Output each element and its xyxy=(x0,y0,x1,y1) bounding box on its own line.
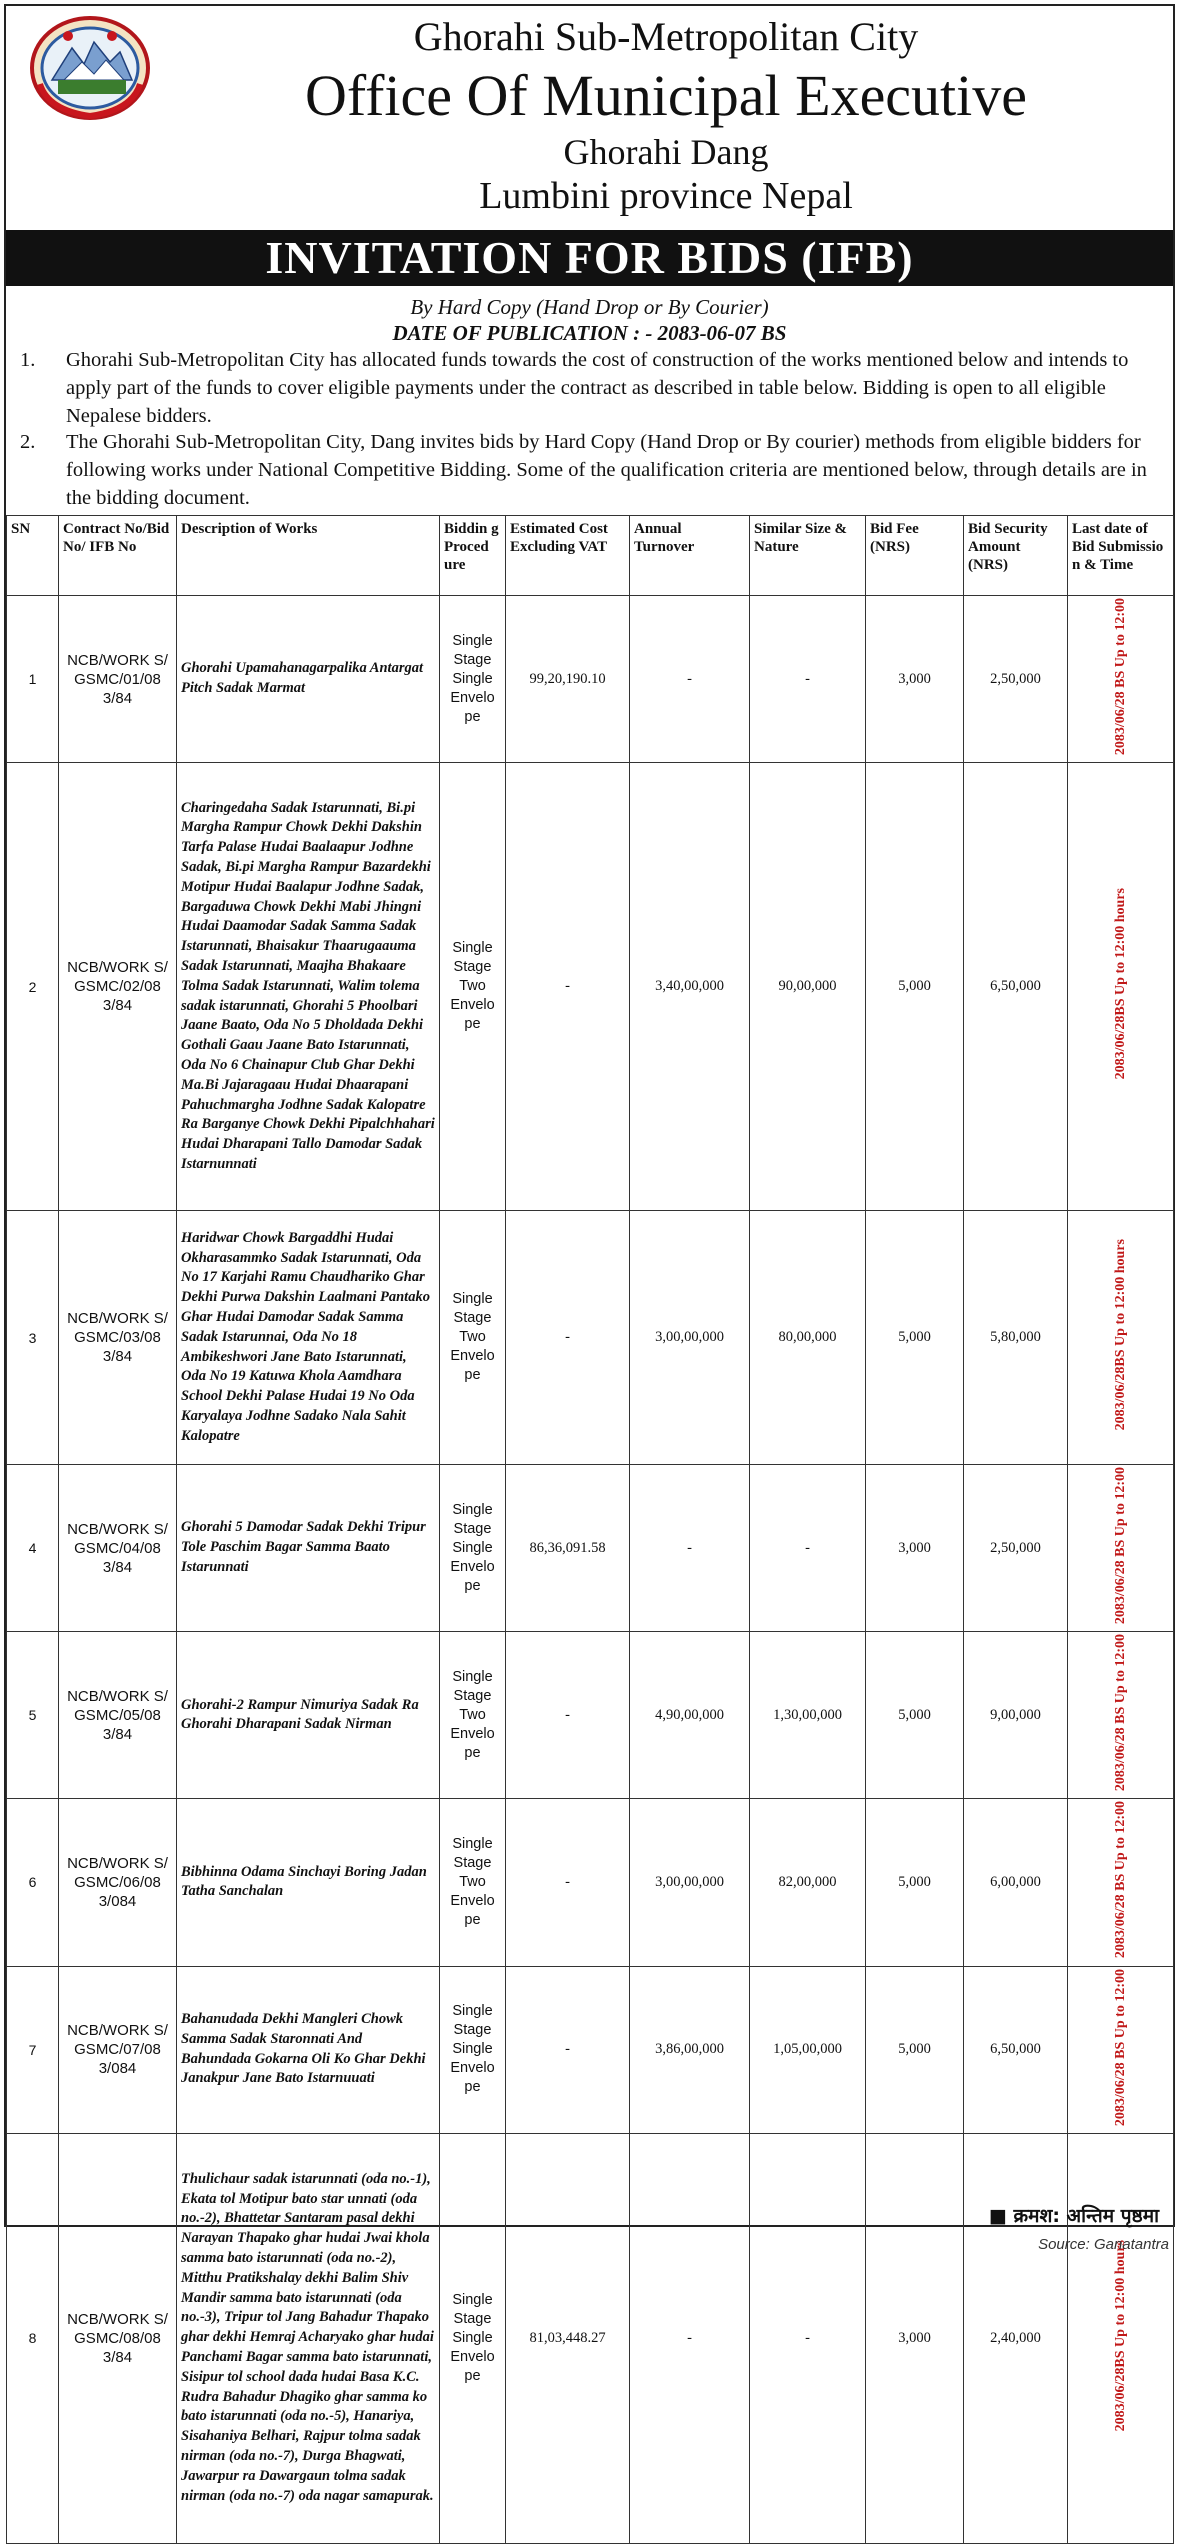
row-procedure: Single Stage Single Envelo pe xyxy=(440,2133,506,2543)
row-procedure: Single Stage Two Envelo pe xyxy=(440,1632,506,1799)
row-annual-turnover: 3,40,00,000 xyxy=(630,763,750,1211)
row-last-date-cell xyxy=(1068,1632,1174,1799)
row-sn: 6 xyxy=(7,1799,59,1966)
paragraph-2 xyxy=(20,428,1166,512)
row-bid-security: 2,50,000 xyxy=(964,596,1068,763)
paragraph-text: The Ghorahi Sub-Metropolitan City, Dang invites bids by Hard Copy (Hand Drop or By courier) methods from eligible bidders for following works under National Competitive Bidding. Some of the qualification criteria are mentioned below, through details are in the bidding document. xyxy=(66,431,1147,509)
row-last-date-cell xyxy=(1068,763,1174,1211)
row-procedure: Single Stage Two Envelo pe xyxy=(440,763,506,1211)
row-bid-security: 6,00,000 xyxy=(964,1799,1068,1966)
table-row xyxy=(7,1799,1174,1966)
row-last-date: 2083/06/28BS Up to 12:00 hours xyxy=(1112,888,1128,1080)
row-last-date-cell xyxy=(1068,1966,1174,2133)
row-annual-turnover: - xyxy=(630,596,750,763)
row-last-date: 2083/06/28BS Up to 12:00 hours xyxy=(1112,2239,1128,2432)
header-contract: Contract No/Bid No/ IFB No xyxy=(59,516,177,596)
row-contract-no: NCB/WORK S/ GSMC/01/08 3/84 xyxy=(59,596,177,763)
header-description: Description of Works xyxy=(177,516,440,596)
row-procedure: Single Stage Two Envelo pe xyxy=(440,1211,506,1465)
row-bid-security: 5,80,000 xyxy=(964,1211,1068,1465)
row-similar-size: - xyxy=(750,2133,866,2543)
row-contract-no: NCB/WORK S/ GSMC/02/08 3/84 xyxy=(59,763,177,1211)
row-contract-no: NCB/WORK S/ GSMC/08/08 3/84 xyxy=(59,2133,177,2543)
header-lastdate: Last date of Bid Submissio n & Time xyxy=(1068,516,1174,596)
submission-mode: By Hard Copy (Hand Drop or By Courier) xyxy=(410,295,769,319)
row-bid-fee: 3,000 xyxy=(866,2133,964,2543)
table-header-row xyxy=(7,516,1174,596)
row-contract-no: NCB/WORK S/ GSMC/05/08 3/84 xyxy=(59,1632,177,1799)
row-similar-size: 80,00,000 xyxy=(750,1211,866,1465)
row-annual-turnover: 4,90,00,000 xyxy=(630,1632,750,1799)
row-bid-fee: 5,000 xyxy=(866,1632,964,1799)
row-annual-turnover: - xyxy=(630,1465,750,1632)
paragraph-1 xyxy=(20,346,1166,430)
row-last-date-cell xyxy=(1068,596,1174,763)
row-similar-size: 82,00,000 xyxy=(750,1799,866,1966)
nepal-emblem-icon xyxy=(28,14,152,122)
row-last-date-cell xyxy=(1068,1465,1174,1632)
row-description: Charingedaha Sadak Istarunnati, Bi.pi Margha Rampur Chowk Dekhi Dakshin Tarfa Palase Hudai Baalaapur Jodhne Sadak, Bi.pi Margha Rampur Bazardekhi Motipur Hudai Baalapur Jodhne Sadak, Bargaduwa Chowk Dekhi Mabi Jhingni Hudai Daamodar Sadak Samma Sadak Istarunnati, Bhaisakur Thaarugaauma Sadak Istarunnati, Maajha Bhakaare Tolma Sadak Istarunnati, Walim tolema sadak istarunnati, Ghorahi 5 Phoolbari Jaane Baato, Oda No 5 Dholdada Dekhi Gothali Gaau Jaane Bato Istarunnati, Oda No 6 Chainapur Club Ghar Dekhi Ma.Bi Jajaragaau Hudai Dhaarapani Pahuchmargha Jodhne Sadak Kalopatre Ra Barganye Chowk Dekhi Pipalchhahari Hudai Dharapani Tallo Damodar Sadak Istarnunnati xyxy=(177,763,440,1211)
table-row xyxy=(7,1211,1174,1465)
source-credit: Source: Ganatantra xyxy=(1038,2236,1169,2253)
row-procedure: Single Stage Single Envelo pe xyxy=(440,596,506,763)
bids-table xyxy=(6,515,1174,2544)
notice-header xyxy=(6,6,1173,228)
paragraph-number: 2. xyxy=(20,431,36,453)
row-bid-fee: 3,000 xyxy=(866,596,964,763)
row-bid-security: 9,00,000 xyxy=(964,1632,1068,1799)
row-bid-security: 6,50,000 xyxy=(964,1966,1068,2133)
row-bid-security: 2,40,000 xyxy=(964,2133,1068,2543)
row-bid-fee: 5,000 xyxy=(866,1799,964,1966)
header-cost: Estimated Cost Excluding VAT xyxy=(506,516,630,596)
continued-note: ■ क्रमश: अन्तिम पृष्ठमा xyxy=(988,2205,1159,2227)
row-last-date: 2083/06/28 BS Up to 12:00 xyxy=(1112,1634,1128,1792)
city-name: Ghorahi Sub-Metropolitan City xyxy=(413,14,919,59)
header-fee: Bid Fee (NRS) xyxy=(866,516,964,596)
row-sn: 1 xyxy=(7,596,59,763)
row-bid-fee: 3,000 xyxy=(866,1465,964,1632)
table-row xyxy=(7,1632,1174,1799)
row-description: Ghorahi 5 Damodar Sadak Dekhi Tripur Tole Paschim Bagar Samma Baato Istarunnati xyxy=(177,1465,440,1632)
row-description: Haridwar Chowk Bargaddhi Hudai Okharasammko Sadak Istarunnati, Oda No 17 Karjahi Ramu Chaudhariko Ghar Dekhi Purwa Dakshin Laalmani Pantako Ghar Hudai Damodar Sadak Samma Sadak Istarunnai, Oda No 18 Ambikeshwori Jane Bato Istarunnati, Oda No 19 Katuwa Khola Aamdhara School Dekhi Palase Hudai 19 No Oda Karyalaya Jodhne Sadako Nala Sahit Kalopatre xyxy=(177,1211,440,1465)
row-last-date-cell xyxy=(1068,1211,1174,1465)
row-sn: 5 xyxy=(7,1632,59,1799)
row-annual-turnover: 3,86,00,000 xyxy=(630,1966,750,2133)
row-estimated-cost: - xyxy=(506,763,630,1211)
row-bid-fee: 5,000 xyxy=(866,763,964,1211)
row-annual-turnover: 3,00,00,000 xyxy=(630,1799,750,1966)
row-last-date: 2083/06/28 BS Up to 12:00 xyxy=(1112,1801,1128,1959)
row-sn: 8 xyxy=(7,2133,59,2543)
row-estimated-cost: - xyxy=(506,1966,630,2133)
header-procedure: Biddin g Proced ure xyxy=(440,516,506,596)
table-row xyxy=(7,763,1174,1211)
row-bid-fee: 5,000 xyxy=(866,1966,964,2133)
row-similar-size: 1,30,00,000 xyxy=(750,1632,866,1799)
location: Ghorahi Dang xyxy=(563,132,769,172)
row-sn: 4 xyxy=(7,1465,59,1632)
row-estimated-cost: - xyxy=(506,1632,630,1799)
row-similar-size: 1,05,00,000 xyxy=(750,1966,866,2133)
row-bid-security: 6,50,000 xyxy=(964,763,1068,1211)
publication-date: DATE OF PUBLICATION : - 2083-06-07 BS xyxy=(392,321,787,345)
row-bid-fee: 5,000 xyxy=(866,1211,964,1465)
row-annual-turnover: 3,00,00,000 xyxy=(630,1211,750,1465)
row-estimated-cost: 99,20,190.10 xyxy=(506,596,630,763)
row-estimated-cost: 86,36,091.58 xyxy=(506,1465,630,1632)
row-procedure: Single Stage Single Envelo pe xyxy=(440,1465,506,1632)
row-contract-no: NCB/WORK S/ GSMC/03/08 3/84 xyxy=(59,1211,177,1465)
office-name: Office Of Municipal Executive xyxy=(304,63,1028,128)
row-annual-turnover: - xyxy=(630,2133,750,2543)
row-procedure: Single Stage Two Envelo pe xyxy=(440,1799,506,1966)
row-sn: 7 xyxy=(7,1966,59,2133)
row-estimated-cost: 81,03,448.27 xyxy=(506,2133,630,2543)
row-estimated-cost: - xyxy=(506,1799,630,1966)
paragraph-text: Ghorahi Sub-Metropolitan City has allocated funds towards the cost of construction of the works mentioned below and intends to apply part of the funds to cover eligible payments under the contract as described in table below. Bidding is open to all eligible Nepalese bidders. xyxy=(66,349,1129,427)
table-row xyxy=(7,2133,1174,2543)
header-turnover: Annual Turnover xyxy=(630,516,750,596)
row-procedure: Single Stage Single Envelo pe xyxy=(440,1966,506,2133)
row-bid-security: 2,50,000 xyxy=(964,1465,1068,1632)
row-last-date: 2083/06/28 BS Up to 12:00 xyxy=(1112,598,1128,756)
row-sn: 2 xyxy=(7,763,59,1211)
header-security: Bid Security Amount (NRS) xyxy=(964,516,1068,596)
row-similar-size: - xyxy=(750,1465,866,1632)
row-contract-no: NCB/WORK S/ GSMC/06/08 3/084 xyxy=(59,1799,177,1966)
header-sn: SN xyxy=(7,516,59,596)
row-description: Ghorahi-2 Rampur Nimuriya Sadak Ra Ghorahi Dharapani Sadak Nirman xyxy=(177,1632,440,1799)
row-contract-no: NCB/WORK S/ GSMC/07/08 3/084 xyxy=(59,1966,177,2133)
row-description: Bahanudada Dekhi Mangleri Chowk Samma Sadak Staronnati And Bahundada Gokarna Oli Ko Ghar Dekhi Janakpur Jane Bato Istarnuuati xyxy=(177,1966,440,2133)
row-estimated-cost: - xyxy=(506,1211,630,1465)
table-row xyxy=(7,596,1174,763)
row-description: Thulichaur sadak istarunnati (oda no.-1), Ekata tol Motipur bato star unnati (oda no.-2), Bhattetar Santaram pasal dekhi Narayan Thapako ghar hudai Jwai khola samma bato istarunnati (oda no.-2), Mitthu Pratikshalay dekhi Balim Shiv Mandir samma bato istarunnati (oda no.-3), Tripur tol Jang Bahadur Thapako ghar dekhi Hemraj Acharyako ghar hudai Panchami Bagar samma bato istarunnati, Sisipur tol school dada hudai Basa K.C. Rudra Bahadur Dhagiko ghar samma ko bato istarunnati (oda no.-5), Hanariya, Sisahaniya Belhari, Rajpur tolma sadak nirman (oda no.-7), Durga Bhagwati, Jawarpur ra Dawargaun tolma sadak nirman (oda no.-7) oda nagar samapurak. xyxy=(177,2133,440,2543)
row-last-date: 2083/06/28 BS Up to 12:00 xyxy=(1112,1968,1128,2126)
province: Lumbini province Nepal xyxy=(479,175,853,217)
table-row xyxy=(7,1966,1174,2133)
row-description: Bibhinna Odama Sinchayi Boring Jadan Tatha Sanchalan xyxy=(177,1799,440,1966)
header-similar: Similar Size & Nature xyxy=(750,516,866,596)
row-last-date-cell xyxy=(1068,2133,1174,2543)
row-sn: 3 xyxy=(7,1211,59,1465)
row-last-date: 2083/06/28BS Up to 12:00 hours xyxy=(1112,1239,1128,1431)
row-last-date-cell xyxy=(1068,1799,1174,1966)
row-similar-size: 90,00,000 xyxy=(750,763,866,1211)
row-similar-size: - xyxy=(750,596,866,763)
row-contract-no: NCB/WORK S/ GSMC/04/08 3/84 xyxy=(59,1465,177,1632)
paragraph-number: 1. xyxy=(20,349,36,371)
ifb-title-banner: INVITATION FOR BIDS (IFB) xyxy=(6,230,1173,286)
row-last-date: 2083/06/28 BS Up to 12:00 xyxy=(1112,1467,1128,1625)
row-description: Ghorahi Upamahanagarpalika Antargat Pitch Sadak Marmat xyxy=(177,596,440,763)
table-row xyxy=(7,1465,1174,1632)
